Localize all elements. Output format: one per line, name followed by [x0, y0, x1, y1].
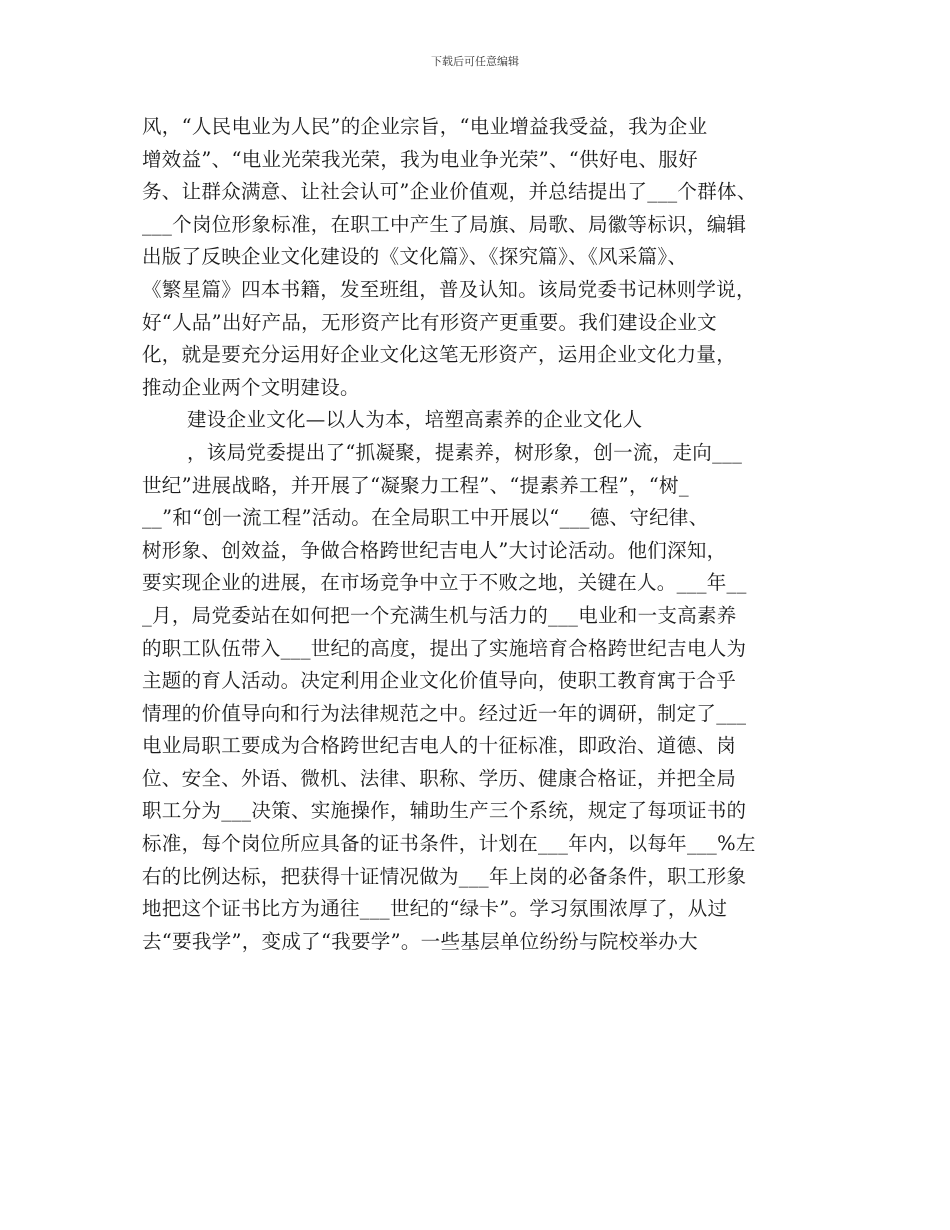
text-line: __”和“创一流工程”活动。在全局职工中开展以“___德、守纪律、 [142, 506, 709, 530]
text-line: 位、安全、外语、微机、法律、职称、学历、健康合格证，并把全局 [142, 766, 737, 790]
text-line: 风，“人民电业为人民”的企业宗旨，“电业增益我受益，我为企业 [142, 115, 708, 138]
text-line: 电业局职工要成为合格跨世纪吉电人的十征标准，即政治、道德、岗 [142, 734, 737, 758]
text-line: 推动企业两个文明建设。 [142, 375, 360, 399]
text-line: 去“要我学”，变成了“我要学”。一些基层单位纷纷与院校举办大 [142, 929, 698, 953]
text-line: ___个岗位形象标准，在职工中产生了局旗、局歌、局徽等标识，编辑 [142, 212, 747, 236]
page-header: 下载后可任意编辑 [431, 55, 519, 68]
text-line: 《繁星篇》四本书籍，发至班组，普及认知。该局党委书记林则学说， [142, 277, 756, 301]
text-line: 右的比例达标，把获得十证情况做为___年上岗的必备条件，职工形象 [142, 864, 747, 888]
text-line: 标准，每个岗位所应具备的证书条件，计划在___年内，以每年___%左 [142, 832, 756, 856]
text-line: ，该局党委提出了“抓凝聚，提素养，树形象，创一流，走向___ [187, 440, 743, 464]
text-line: 要实现企业的进展，在市场竞争中立于不败之地，关键在人。___年__ [142, 571, 747, 595]
text-line: 务、让群众满意、让社会认可”企业价值观，并总结提出了___个群体、 [142, 180, 757, 204]
text-line: 情理的价值导向和行为法律规范之中。经过近一年的调研，制定了___ [142, 701, 747, 725]
text-line: 出版了反映企业文化建设的《文化篇》、《探究篇》、《风采篇》、 [142, 245, 688, 269]
text-line: 的职工队伍带入___世纪的高度，提出了实施培育合格跨世纪吉电人为 [142, 636, 747, 660]
document-body [142, 111, 814, 958]
text-line: 世纪”进展战略，并开展了“凝聚力工程”、“提素养工程”，“树_ [142, 473, 689, 497]
text-line: _月，局党委站在如何把一个充满生机与活力的___电业和一支高素养 [142, 603, 737, 627]
text-line: 职工分为___决策、实施操作，辅助生产三个系统，规定了每项证书的 [142, 799, 747, 823]
section-heading: 建设企业文化—以人为本，培塑高素养的企业文化人 [187, 408, 643, 432]
text-line: 增效益”、“电业光荣我光荣，我为电业争光荣”、“供好电、服好 [142, 147, 698, 171]
text-line: 主题的育人活动。决定利用企业文化价值导向，使职工教育寓于合乎 [142, 669, 737, 693]
text-line: 化，就是要充分运用好企业文化这笔无形资产，运用企业文化力量， [142, 343, 737, 367]
text-line: 好“人品”出好产品，无形资产比有形资产更重要。我们建设企业文 [142, 310, 717, 334]
text-line: 树形象、创效益，争做合格跨世纪吉电人”大讨论活动。他们深知， [142, 538, 727, 562]
text-line: 地把这个证书比方为通往___世纪的“绿卡”。学习氛围浓厚了，从过 [142, 897, 728, 921]
